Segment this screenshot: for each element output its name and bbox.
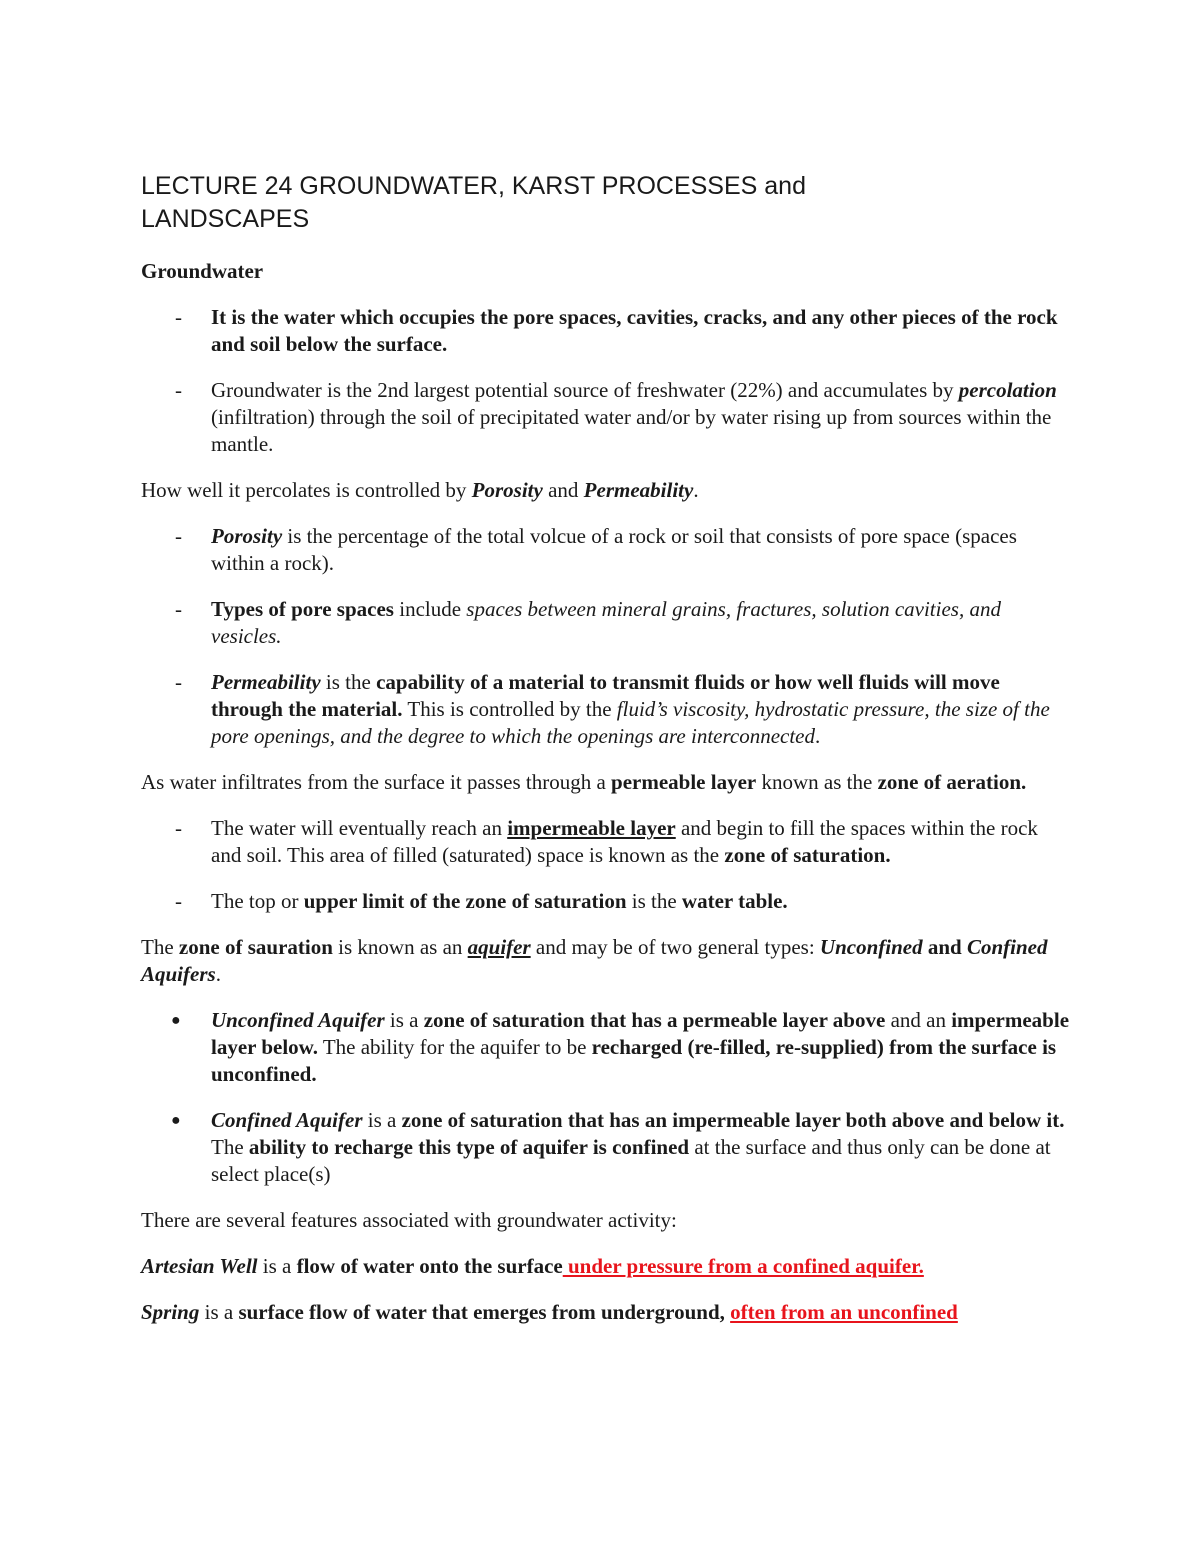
dash-marker: - xyxy=(175,378,182,402)
list-item: ● Confined Aquifer is a zone of saturation that has an impermeable layer both above and below it. The ability to recharge this type of aquifer is confined at the surface and thus only can be done at select place(s) xyxy=(171,1108,1065,1186)
dash-marker: - xyxy=(175,597,182,621)
spring-paragraph: Spring is a surface flow of water that emerges from underground, often from an unconfined xyxy=(141,1300,958,1324)
dash-marker: - xyxy=(175,305,182,329)
list-item: - The water will eventually reach an impermeable layer and begin to fill the spaces within the rock and soil. This area of filled (saturated) space is known as the zone of saturation. xyxy=(175,816,1038,867)
list-item: - It is the water which occupies the pore spaces, cavities, cracks, and any other pieces of the rock and soil below the surface. xyxy=(175,305,1058,356)
dash-marker: - xyxy=(175,889,182,913)
list-item: - Porosity is the percentage of the total volcue of a rock or soil that consists of pore space (spaces within a rock). xyxy=(175,524,1017,575)
percolation-paragraph: How well it percolates is controlled by Porosity and Permeability. xyxy=(141,478,699,502)
list-item: - The top or upper limit of the zone of saturation is the water table. xyxy=(175,889,788,913)
aquifer-paragraph: The zone of sauration is known as an aquifer and may be of two general types: Unconfined and Confined Aquifers. xyxy=(141,935,1048,986)
bullet-marker: ● xyxy=(171,1112,181,1129)
list-item: ● Unconfined Aquifer is a zone of saturation that has a permeable layer above and an impermeable layer below. The ability for the aquifer to be recharged (re-filled, re-supplied) from the surface is unconfined. xyxy=(171,1008,1070,1086)
features-intro: There are several features associated with groundwater activity: xyxy=(141,1208,677,1232)
dash-marker: - xyxy=(175,524,182,548)
lecture-title: LECTURE 24 GROUNDWATER, KARST PROCESSES and LANDSCAPES xyxy=(141,172,806,233)
list-item: - Types of pore spaces include spaces between mineral grains, fractures, solution cavities, and vesicles. xyxy=(175,597,1001,648)
groundwater-list xyxy=(141,304,1071,458)
dash-marker: - xyxy=(175,816,182,840)
dash-marker: - xyxy=(175,670,182,694)
artesian-well-paragraph: Artesian Well is a flow of water onto the surface under pressure from a confined aquifer. xyxy=(141,1254,924,1278)
list-item: - Permeability is the capability of a material to transmit fluids or how well fluids will move through the material. This is controlled by the fluid’s viscosity, hydrostatic pressure, the size of the pore openings, and the degree to which the openings are interconnected. xyxy=(175,670,1050,748)
aeration-paragraph: As water infiltrates from the surface it passes through a permeable layer known as the zone of aeration. xyxy=(141,770,1027,794)
document-body xyxy=(141,170,1071,1345)
aquifer-types-list xyxy=(141,1007,1071,1188)
porosity-list xyxy=(141,523,1071,750)
section-heading-groundwater: Groundwater xyxy=(141,259,264,283)
bullet-marker: ● xyxy=(171,1012,181,1029)
saturation-list xyxy=(141,815,1071,915)
list-item: - Groundwater is the 2nd largest potential source of freshwater (22%) and accumulates by percolation (infiltration) through the soil of precipitated water and/or by water rising up from sources within the mantle. xyxy=(175,378,1057,456)
